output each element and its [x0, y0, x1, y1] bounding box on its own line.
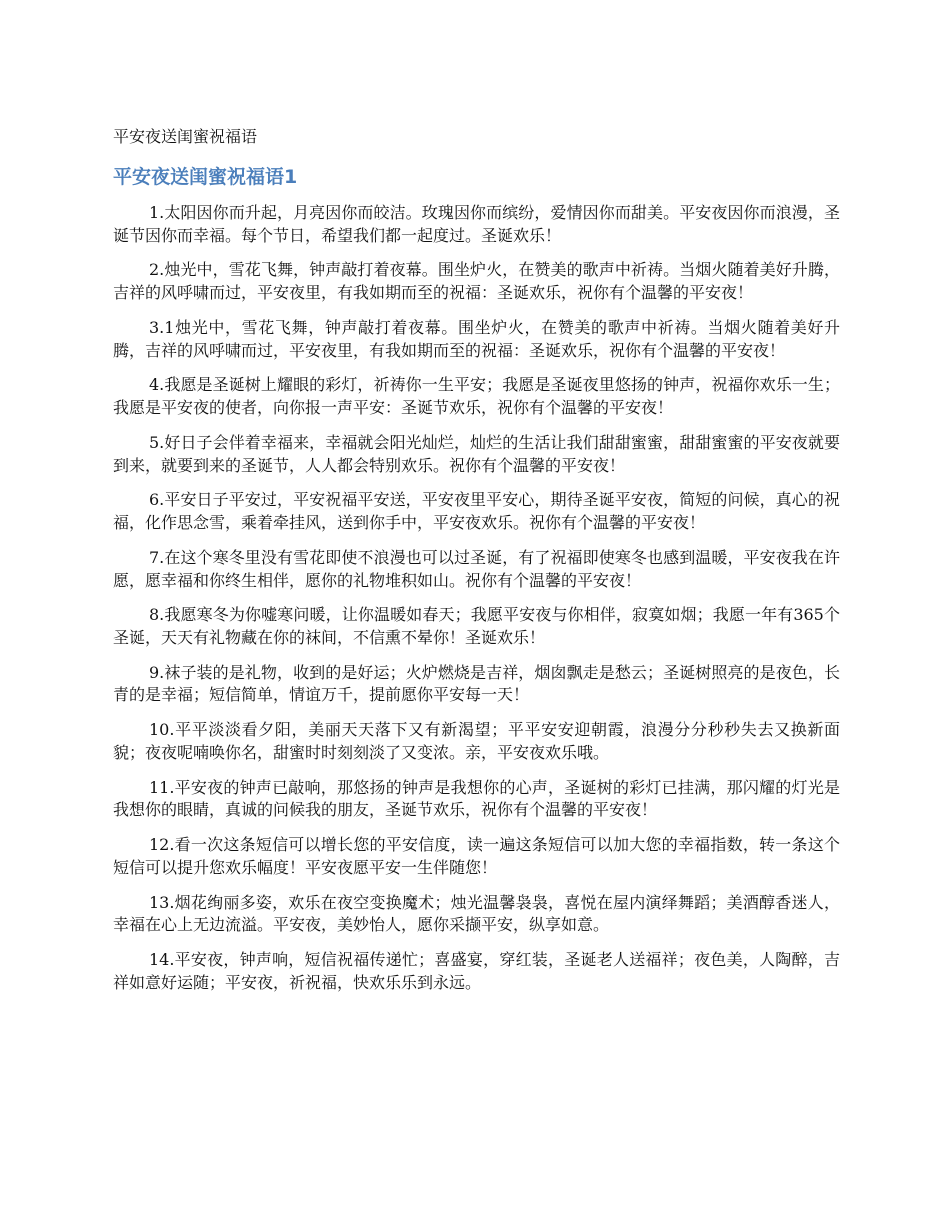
paragraph-5: 5.好日子会伴着幸福来，幸福就会阳光灿烂，灿烂的生活让我们甜甜蜜蜜，甜甜蜜蜜的平安夜就要到来，就要到来的圣诞节，人人都会特别欢乐。祝你有个温馨的平安夜！ [113, 432, 840, 475]
paragraph-14: 14.平安夜，钟声响，短信祝福传递忙；喜盛宴，穿红装，圣诞老人送福祥；夜色美，人陶醉，吉祥如意好运随；平安夜，祈祝福，快欢乐乐到永远。 [113, 950, 840, 992]
paragraph-6: 6.平安日子平安过，平安祝福平安送，平安夜里平安心，期待圣诞平安夜，简短的问候，真心的祝福，化作思念雪，乘着牵挂风，送到你手中，平安夜欢乐。祝你有个温馨的平安夜！ [113, 490, 840, 533]
paragraph-9: 9.袜子装的是礼物，收到的是好运；火炉燃烧是吉祥，烟囱飘走是愁云；圣诞树照亮的是夜色，长青的是幸福；短信简单，情谊万千，提前愿你平安每一天！ [113, 662, 840, 705]
paragraph-4: 4.我愿是圣诞树上耀眼的彩灯，祈祷你一生平安；我愿是圣诞夜里悠扬的钟声，祝福你欢乐一生；我愿是平安夜的使者，向你报一声平安：圣诞节欢乐，祝你有个温馨的平安夜！ [113, 375, 840, 418]
paragraph-8: 8.我愿寒冬为你嘘寒问暖，让你温暖如春天；我愿平安夜与你相伴，寂寞如烟；我愿一年有365个圣诞，天天有礼物藏在你的袜间，不信熏不晕你！圣诞欢乐！ [113, 605, 840, 647]
paragraph-13: 13.烟花绚丽多姿，欢乐在夜空变换魔术；烛光温馨袅袅，喜悦在屋内演绎舞蹈；美酒醇香迷人，幸福在心上无边流溢。平安夜，美妙怡人，愿你采撷平安，纵享如意。 [113, 892, 840, 935]
paragraph-10: 10.平平淡淡看夕阳，美丽天天落下又有新渴望；平平安安迎朝霞，浪漫分分秒秒失去又换新面貌；夜夜呢喃唤你名，甜蜜时时刻刻淡了又变浓。亲，平安夜欢乐哦。 [113, 720, 840, 762]
paragraph-1: 1.太阳因你而升起，月亮因你而皎洁。玫瑰因你而缤纷，爱情因你而甜美。平安夜因你而浪漫，圣诞节因你而幸福。每个节日，希望我们都一起度过。圣诞欢乐！ [113, 203, 840, 245]
paragraph-3: 3.1烛光中，雪花飞舞，钟声敲打着夜幕。围坐炉火，在赞美的歌声中祈祷。当烟火随着美好升腾，吉祥的风呼啸而过，平安夜里，有我如期而至的祝福：圣诞欢乐，祝你有个温馨的平安夜！ [113, 317, 840, 360]
section-heading: 平安夜送闺蜜祝福语1 [113, 166, 298, 188]
paragraph-7: 7.在这个寒冬里没有雪花即使不浪漫也可以过圣诞，有了祝福即使寒冬也感到温暖，平安夜我在许愿，愿幸福和你终生相伴，愿你的礼物堆积如山。祝你有个温馨的平安夜！ [113, 547, 840, 590]
paragraph-11: 11.平安夜的钟声已敲响，那悠扬的钟声是我想你的心声，圣诞树的彩灯已挂满，那闪耀的灯光是我想你的眼睛，真诚的问候我的朋友，圣诞节欢乐，祝你有个温馨的平安夜！ [113, 777, 840, 820]
paragraph-12: 12.看一次这条短信可以增长您的平安信度，读一遍这条短信可以加大您的幸福指数，转一条这个短信可以提升您欢乐幅度！平安夜愿平安一生伴随您！ [113, 835, 840, 877]
paragraph-2: 2.烛光中，雪花飞舞，钟声敲打着夜幕。围坐炉火，在赞美的歌声中祈祷。当烟火随着美好升腾，吉祥的风呼啸而过，平安夜里，有我如期而至的祝福：圣诞欢乐，祝你有个温馨的平安夜！ [113, 260, 840, 303]
document-title: 平安夜送闺蜜祝福语 [113, 127, 258, 146]
paragraph-list [113, 202, 840, 1007]
